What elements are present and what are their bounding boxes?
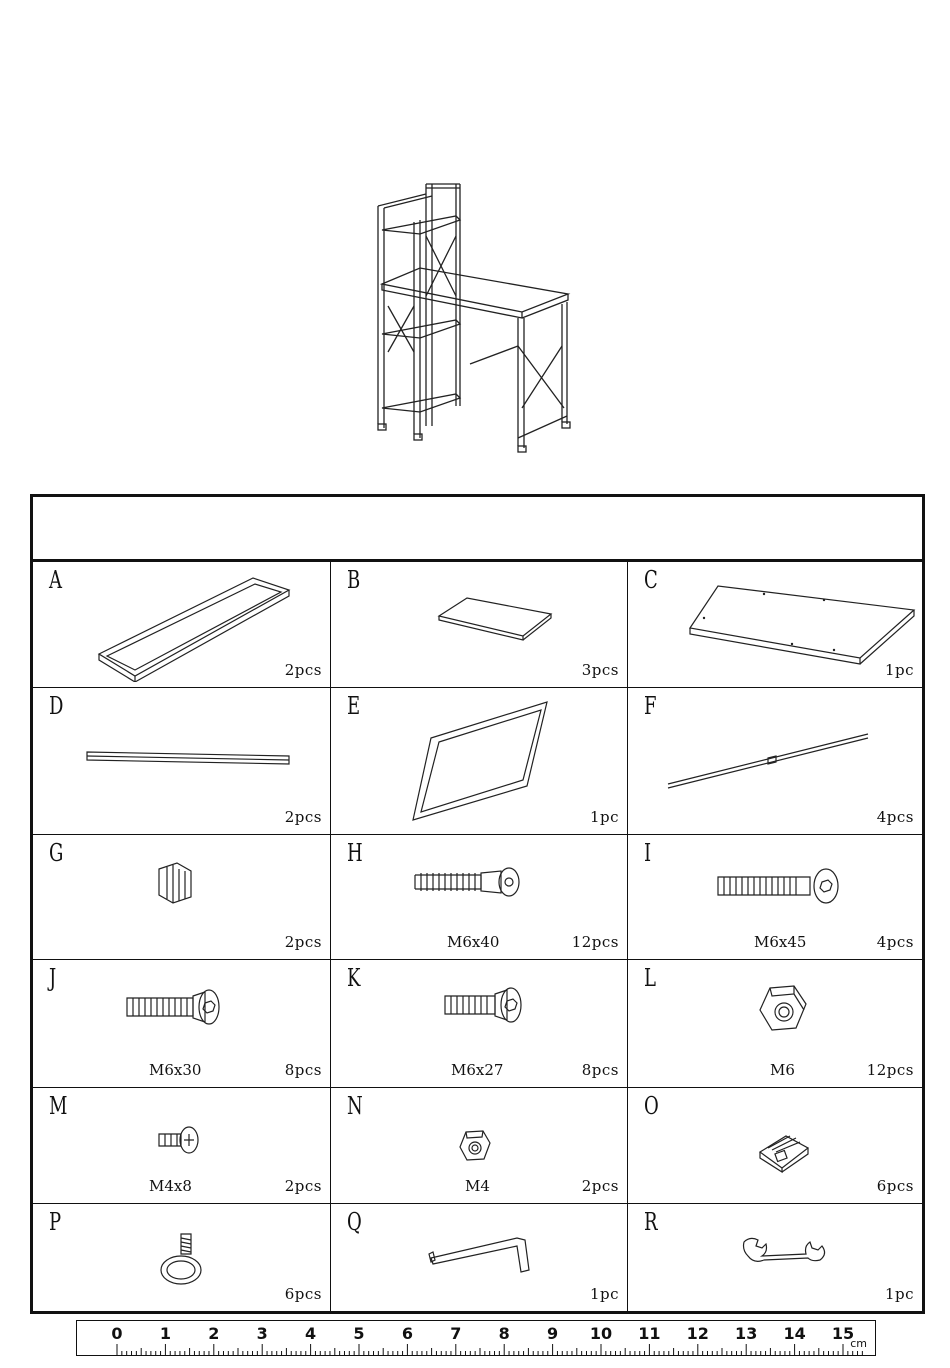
part-cell-l bbox=[628, 960, 922, 1088]
part-letter: I bbox=[644, 839, 652, 867]
part-size: M6x45 bbox=[754, 933, 807, 951]
part-letter: B bbox=[347, 566, 361, 594]
parts-list-header bbox=[33, 497, 922, 562]
ruler-number: 3 bbox=[256, 1324, 268, 1343]
side-frame-icon bbox=[93, 572, 293, 682]
part-letter: A bbox=[49, 566, 63, 594]
part-cell-g bbox=[33, 835, 331, 960]
part-quantity: 4pcs bbox=[876, 933, 914, 951]
hex-bolt-icon bbox=[714, 867, 844, 907]
ruler-number: 1 bbox=[159, 1324, 171, 1343]
lock-nut-icon bbox=[756, 982, 810, 1036]
part-size: M4x8 bbox=[149, 1177, 192, 1195]
ruler-number: 9 bbox=[547, 1324, 559, 1343]
part-quantity: 4pcs bbox=[876, 808, 914, 826]
part-cell-b bbox=[331, 562, 628, 688]
part-quantity: 12pcs bbox=[571, 933, 619, 951]
cam-bolt-icon bbox=[411, 863, 531, 903]
part-letter: G bbox=[49, 839, 64, 867]
part-cell-d bbox=[33, 688, 331, 835]
part-quantity: 1pc bbox=[884, 661, 914, 679]
ruler-number: 0 bbox=[111, 1324, 123, 1343]
part-letter: K bbox=[347, 964, 361, 992]
part-quantity: 2pcs bbox=[284, 661, 322, 679]
lock-nut-icon bbox=[457, 1128, 493, 1164]
part-cell-k bbox=[331, 960, 628, 1088]
part-letter: H bbox=[347, 839, 363, 867]
assembled-desk-illustration bbox=[360, 176, 580, 458]
part-letter: J bbox=[49, 964, 57, 992]
part-quantity: 6pcs bbox=[284, 1285, 322, 1303]
desk-leg-frame-icon bbox=[407, 696, 557, 828]
cross-brace-rod-icon bbox=[664, 728, 874, 798]
part-quantity: 2pcs bbox=[284, 1177, 322, 1195]
part-quantity: 1pc bbox=[884, 1285, 914, 1303]
part-cell-q bbox=[331, 1204, 628, 1311]
part-letter: L bbox=[644, 964, 656, 992]
parts-grid bbox=[33, 562, 922, 1311]
part-letter: E bbox=[347, 692, 361, 720]
part-quantity: 8pcs bbox=[284, 1061, 322, 1079]
leveling-foot-icon bbox=[157, 1228, 213, 1288]
part-cell-j bbox=[33, 960, 331, 1088]
part-quantity: 8pcs bbox=[581, 1061, 619, 1079]
part-quantity: 1pc bbox=[589, 1285, 619, 1303]
end-cap-icon bbox=[153, 859, 197, 905]
part-quantity: 12pcs bbox=[866, 1061, 914, 1079]
part-quantity: 3pcs bbox=[581, 661, 619, 679]
part-size: M6x40 bbox=[447, 933, 500, 951]
part-cell-p bbox=[33, 1204, 331, 1311]
ruler-number: 8 bbox=[498, 1324, 510, 1343]
desktop-board-icon bbox=[684, 580, 924, 670]
part-cell-c bbox=[628, 562, 922, 688]
part-cell-f bbox=[628, 688, 922, 835]
part-letter: M bbox=[49, 1092, 68, 1120]
ruler-number: 5 bbox=[353, 1324, 365, 1343]
part-cell-o bbox=[628, 1088, 922, 1204]
part-cell-i bbox=[628, 835, 922, 960]
part-size: M6x30 bbox=[149, 1061, 202, 1079]
ruler-number: 6 bbox=[401, 1324, 413, 1343]
part-quantity: 2pcs bbox=[284, 933, 322, 951]
part-size: M4 bbox=[465, 1177, 490, 1195]
part-letter: R bbox=[644, 1208, 658, 1236]
ruler-unit: cm bbox=[850, 1337, 867, 1350]
ruler-number: 14 bbox=[783, 1324, 806, 1343]
ruler-number: 7 bbox=[450, 1324, 462, 1343]
wrench-icon bbox=[740, 1232, 832, 1266]
phillips-screw-icon bbox=[155, 1124, 203, 1158]
ruler-number: 12 bbox=[686, 1324, 709, 1343]
part-letter: F bbox=[644, 692, 657, 720]
part-letter: D bbox=[49, 692, 64, 720]
part-cell-a bbox=[33, 562, 331, 688]
part-cell-m bbox=[33, 1088, 331, 1204]
part-cell-r bbox=[628, 1204, 922, 1311]
crossbar-tube-icon bbox=[83, 746, 293, 776]
ruler-number: 10 bbox=[589, 1324, 613, 1343]
part-letter: Q bbox=[347, 1208, 362, 1236]
square-insert-icon bbox=[756, 1132, 812, 1174]
ruler-number: 11 bbox=[638, 1324, 661, 1343]
ruler-number: 4 bbox=[305, 1324, 317, 1343]
part-cell-n bbox=[331, 1088, 628, 1204]
part-letter: O bbox=[644, 1092, 659, 1120]
ruler-number: 13 bbox=[735, 1324, 758, 1343]
part-quantity: 2pcs bbox=[581, 1177, 619, 1195]
part-cell-h bbox=[331, 835, 628, 960]
allen-key-icon bbox=[425, 1224, 545, 1276]
part-letter: C bbox=[644, 566, 658, 594]
small-shelf-board-icon bbox=[431, 592, 561, 652]
parts-list-table bbox=[30, 494, 925, 1314]
hex-bolt-icon bbox=[441, 984, 525, 1026]
part-size: M6x27 bbox=[451, 1061, 504, 1079]
measurement-ruler bbox=[76, 1320, 876, 1356]
part-quantity: 2pcs bbox=[284, 808, 322, 826]
part-letter: P bbox=[49, 1208, 62, 1236]
ruler-number: 2 bbox=[208, 1324, 220, 1343]
part-letter: N bbox=[347, 1092, 363, 1120]
hex-bolt-icon bbox=[123, 986, 223, 1028]
part-quantity: 6pcs bbox=[876, 1177, 914, 1195]
ruler-number: 15 bbox=[831, 1324, 855, 1343]
part-quantity: 1pc bbox=[589, 808, 619, 826]
part-cell-e bbox=[331, 688, 628, 835]
part-size: M6 bbox=[770, 1061, 795, 1079]
